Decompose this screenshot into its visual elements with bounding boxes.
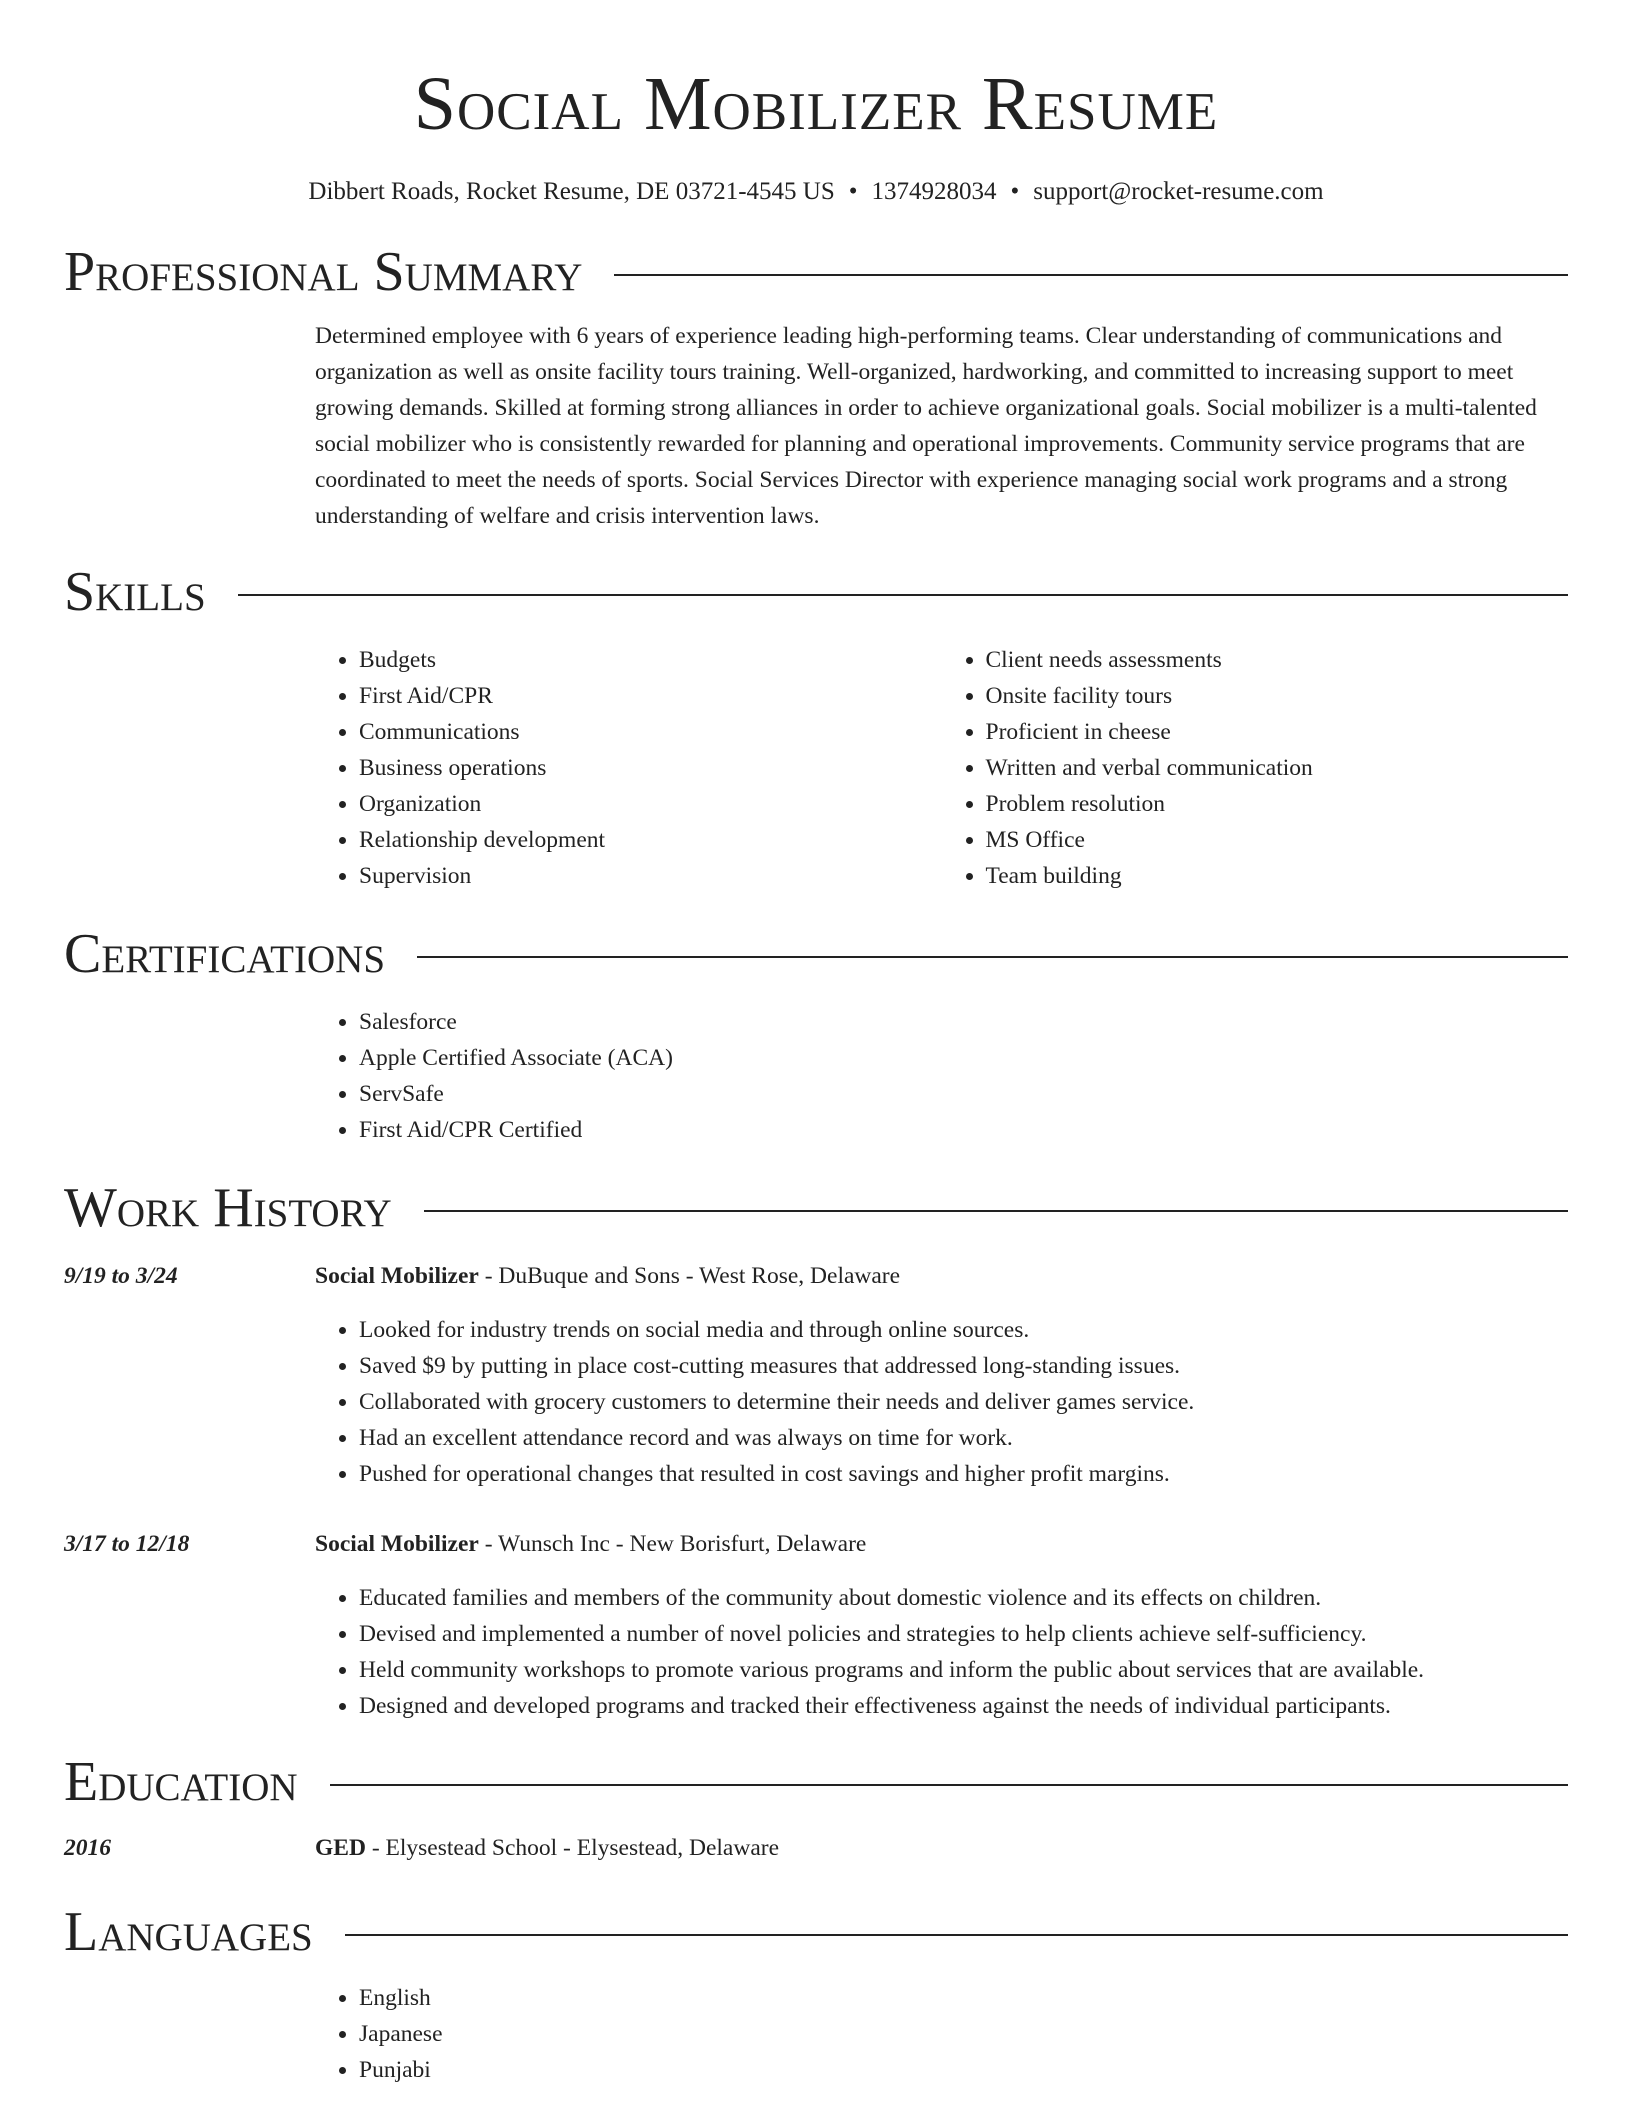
job-bullet: • Designed and developed programs and tracked their effectiveness against the needs of individual participants. (359, 1688, 1568, 1724)
language-item: • English (359, 1980, 1568, 2016)
languages-block (315, 1980, 1568, 2088)
job-details: - Wunsch Inc - New Borisfurt, Delaware (478, 1531, 867, 1557)
section-heading: Skills (64, 561, 206, 623)
section-professional-summary (64, 240, 1568, 304)
section-divider (417, 956, 1568, 958)
section-heading: Work History (64, 1177, 392, 1239)
contact-line (64, 176, 1568, 208)
contact-separator: • (848, 178, 858, 205)
resume-title: Social Mobilizer Resume (413, 62, 1219, 146)
job-header (64, 1258, 1568, 1294)
skill-item: • Onsite facility tours (986, 678, 1569, 714)
skill-item: • Team building (986, 858, 1569, 894)
section-divider (330, 1784, 1568, 1786)
job-bullet: • Had an excellent attendance record and was always on time for work. (359, 1420, 1568, 1456)
education-degree: GED (315, 1835, 366, 1861)
skill-item: • Budgets (359, 642, 942, 678)
skill-item: • MS Office (986, 822, 1569, 858)
job-bullet: • Saved $9 by putting in place cost-cutting measures that addressed long-standing issues. (359, 1348, 1568, 1384)
certification-item: • ServSafe (359, 1076, 1568, 1112)
skill-item: • First Aid/CPR (359, 678, 942, 714)
resume-page (64, 0, 1568, 2088)
contact-separator: • (1010, 178, 1020, 205)
job-bullets (315, 1580, 1568, 1724)
skill-item: • Organization (359, 786, 942, 822)
section-heading: Education (64, 1751, 298, 1813)
job-title: Social Mobilizer (315, 1531, 479, 1557)
job-bullet: • Collaborated with grocery customers to determine their needs and deliver games service. (359, 1384, 1568, 1420)
section-heading: Certifications (64, 923, 386, 985)
job-bullet-list (315, 1312, 1568, 1492)
skill-item: • Supervision (359, 858, 942, 894)
section-heading: Languages (64, 1901, 313, 1963)
job-bullets (315, 1312, 1568, 1492)
job-title-line (315, 1526, 866, 1562)
certification-item: • First Aid/CPR Certified (359, 1112, 1568, 1148)
certifications-list (315, 1004, 1568, 1148)
section-languages (64, 1900, 1568, 1964)
skill-item: • Problem resolution (986, 786, 1569, 822)
skills-list-left (315, 642, 942, 894)
certification-item: • Apple Certified Associate (ACA) (359, 1040, 1568, 1076)
language-item: • Japanese (359, 2016, 1568, 2052)
certifications-block (315, 1004, 1568, 1148)
section-work-history (64, 1176, 1568, 1240)
contact-email[interactable]: support@rocket-resume.com (1033, 178, 1324, 205)
education-year: 2016 (64, 1835, 111, 1861)
section-divider (424, 1210, 1568, 1212)
skill-item: • Written and verbal communication (986, 750, 1569, 786)
section-certifications (64, 922, 1568, 986)
skill-item: • Business operations (359, 750, 942, 786)
certification-item: • Salesforce (359, 1004, 1568, 1040)
section-divider (345, 1934, 1568, 1936)
job-details: - DuBuque and Sons - West Rose, Delaware (478, 1263, 901, 1289)
languages-list (315, 1980, 1568, 2088)
summary-text: Determined employee with 6 years of experience leading high-performing teams. Clear understanding of communications and organization as well as onsite facility tours training. Well-organized, hardworking, and committed to increasing support to meet growing demands. Skilled at forming strong alliances in order to achieve organizational goals. Social mobilizer is a multi-talented social mobilizer who is consistently rewarded for planning and operational improvements. Community service programs that are coordinated to meet the needs of sports. Social Services Director with experience managing social work programs and a strong understanding of welfare and crisis intervention laws. (315, 323, 1537, 529)
job-entry (64, 1526, 1568, 1724)
education-details: - Elysestead School - Elysestead, Delaware (365, 1835, 780, 1861)
job-entry (64, 1258, 1568, 1492)
job-title-line (315, 1258, 900, 1294)
job-bullet-list (315, 1580, 1568, 1724)
job-header (64, 1526, 1568, 1562)
contact-address: Dibbert Roads, Rocket Resume, DE 03721-4545 US (308, 178, 835, 205)
job-title: Social Mobilizer (315, 1263, 479, 1289)
section-heading: Professional Summary (64, 241, 583, 303)
contact-phone: 1374928034 (871, 178, 997, 205)
job-bullet: • Pushed for operational changes that resulted in cost savings and higher profit margins. (359, 1456, 1568, 1492)
education-line (315, 1830, 779, 1866)
section-skills (64, 560, 1568, 624)
job-bullet: • Looked for industry trends on social media and through online sources. (359, 1312, 1568, 1348)
section-education (64, 1750, 1568, 1814)
skills-grid (315, 642, 1568, 894)
section-divider (614, 274, 1568, 276)
job-dates: 9/19 to 3/24 (64, 1263, 178, 1289)
language-item: • Punjabi (359, 2052, 1568, 2088)
skill-item: • Proficient in cheese (986, 714, 1569, 750)
section-divider (238, 594, 1568, 596)
skill-item: • Client needs assessments (986, 642, 1569, 678)
skill-item: • Communications (359, 714, 942, 750)
job-bullet: • Held community workshops to promote various programs and inform the public about services that are available. (359, 1652, 1568, 1688)
skill-item: • Relationship development (359, 822, 942, 858)
skills-list-right (942, 642, 1569, 894)
education-entry (64, 1830, 1568, 1866)
job-bullet: • Educated families and members of the community about domestic violence and its effects on children. (359, 1580, 1568, 1616)
job-bullet: • Devised and implemented a number of novel policies and strategies to help clients achieve self-sufficiency. (359, 1616, 1568, 1652)
job-dates: 3/17 to 12/18 (64, 1531, 190, 1557)
